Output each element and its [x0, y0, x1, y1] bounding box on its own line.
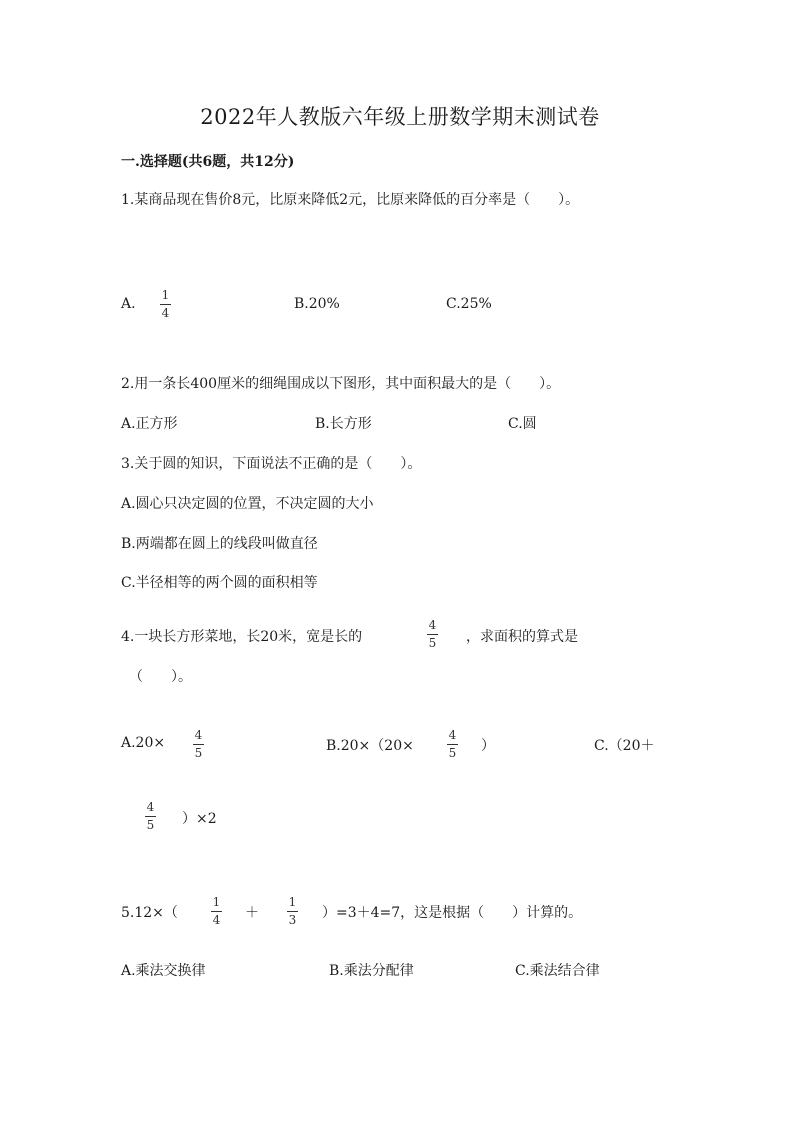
question-3-option-c: C.半径相等的两个圆的面积相等 — [121, 575, 318, 591]
question-5-option-a: A.乘法交换律 — [121, 963, 206, 979]
fraction-denominator: 3 — [288, 913, 297, 927]
fraction-bar — [193, 744, 204, 745]
question-1-option-a-label: A. — [121, 296, 136, 312]
question-2-option-b: B.长方形 — [315, 416, 372, 432]
fraction-bar — [211, 911, 222, 912]
question-4-option-c-label: C.（20＋ — [594, 738, 655, 754]
question-1-stem: 1.某商品现在售价8元，比原来降低2元，比原来降低的百分率是（ ）。 — [121, 192, 580, 208]
question-5-option-b: B.乘法分配律 — [329, 963, 414, 979]
question-4-stem-line2: （ ）。 — [129, 669, 192, 685]
question-2-option-a: A.正方形 — [121, 416, 178, 432]
question-2-stem: 2.用一条长400厘米的细绳围成以下图形，其中面积最大的是（ ）。 — [121, 376, 561, 392]
question-4-option-b-label: B.20×（20× — [326, 738, 414, 754]
question-1-option-c: C.25% — [446, 296, 492, 312]
question-4-option-c-fraction — [145, 801, 156, 831]
question-5-stem-prefix: 5.12×（ — [121, 905, 178, 921]
question-1-option-a-fraction — [160, 289, 171, 319]
fraction-numerator: 4 — [428, 618, 437, 632]
section-heading: 一.选择题(共6题，共12分) — [121, 154, 295, 170]
fraction-numerator: 1 — [288, 895, 297, 909]
question-4-stem-part2: ，求面积的算式是 — [466, 629, 578, 645]
question-4-option-a-label: A.20× — [121, 735, 166, 751]
question-2-option-c: C.圆 — [508, 416, 537, 432]
fraction-bar — [160, 304, 171, 305]
page-title: 2022年人教版六年级上册数学期末测试卷 — [200, 105, 600, 129]
fraction-denominator: 4 — [161, 306, 170, 320]
question-5-plus-sign: ＋ — [245, 905, 259, 921]
fraction-numerator: 1 — [212, 895, 221, 909]
question-4-option-b-close: ） — [481, 738, 495, 754]
question-3-option-a: A.圆心只决定圆的位置，不决定圆的大小 — [121, 496, 374, 512]
question-4-stem-fraction — [427, 619, 438, 649]
fraction-bar — [427, 634, 438, 635]
fraction-denominator: 5 — [428, 636, 437, 650]
question-1-option-b: B.20% — [294, 296, 340, 312]
question-3-option-b: B.两端都在圆上的线段叫做直径 — [121, 536, 318, 552]
question-5-fraction-1 — [211, 896, 222, 926]
question-3-stem: 3.关于圆的知识，下面说法不正确的是（ ）。 — [121, 456, 422, 472]
question-4-option-b-fraction — [447, 729, 458, 759]
fraction-bar — [287, 911, 298, 912]
question-5-option-c: C.乘法结合律 — [515, 963, 600, 979]
question-4-stem-part1: 4.一块长方形菜地，长20米，宽是长的 — [121, 629, 363, 645]
fraction-numerator: 4 — [146, 800, 155, 814]
question-5-stem-suffix: ）=3＋4=7，这是根据（ ）计算的。 — [322, 905, 583, 921]
fraction-bar — [145, 816, 156, 817]
fraction-denominator: 5 — [448, 746, 457, 760]
fraction-denominator: 4 — [212, 913, 221, 927]
fraction-numerator: 4 — [448, 728, 457, 742]
fraction-denominator: 5 — [194, 746, 203, 760]
question-4-option-c-close: ）×2 — [182, 811, 217, 827]
question-4-option-a-fraction — [193, 729, 204, 759]
fraction-numerator: 4 — [194, 728, 203, 742]
fraction-bar — [447, 744, 458, 745]
question-5-fraction-2 — [287, 896, 298, 926]
fraction-numerator: 1 — [161, 288, 170, 302]
fraction-denominator: 5 — [146, 818, 155, 832]
